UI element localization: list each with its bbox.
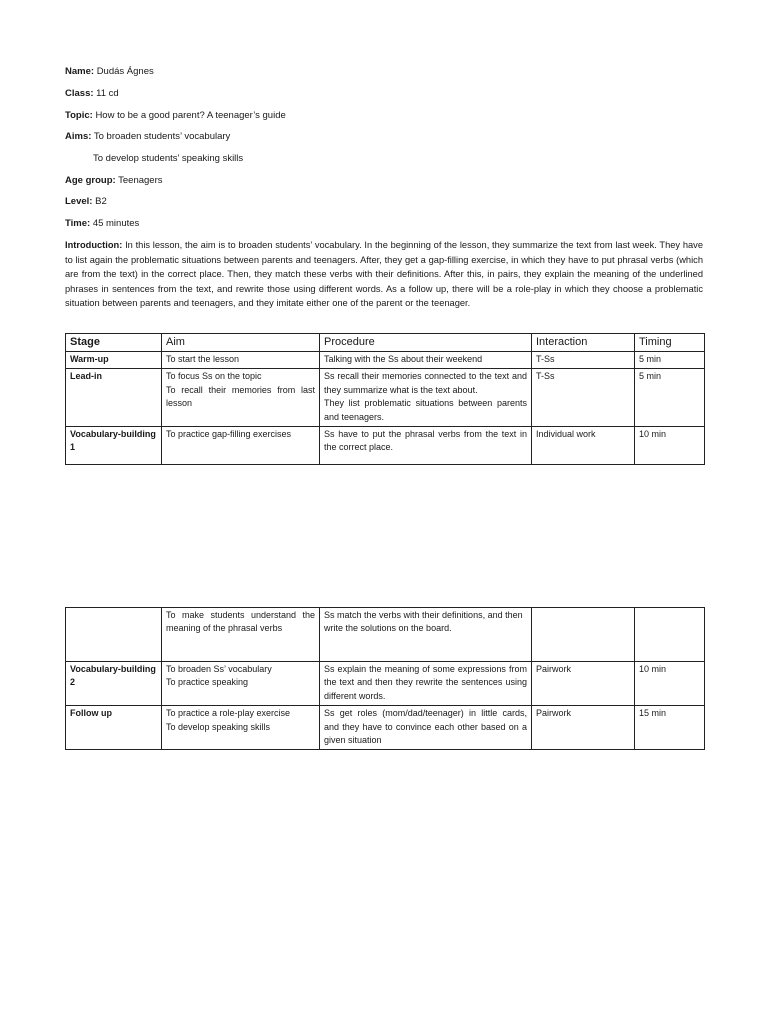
interaction-cell bbox=[532, 608, 635, 662]
level-line: Level: B2 bbox=[65, 196, 107, 207]
interaction-cell: Pairwork bbox=[532, 706, 635, 750]
aim-line: To focus Ss on the topic bbox=[166, 371, 262, 382]
time-line: Time: 45 minutes bbox=[65, 218, 140, 229]
aim-line: To practice a role-play exercise bbox=[166, 708, 291, 719]
header-interaction: Interaction bbox=[532, 334, 635, 352]
stage-cell: Lead-in bbox=[66, 369, 162, 427]
table-row bbox=[66, 608, 705, 662]
timing-cell bbox=[635, 608, 705, 662]
table-header-row bbox=[66, 334, 705, 352]
class-value: 11 cd bbox=[96, 88, 119, 99]
aim-line: To develop speaking skills bbox=[166, 721, 271, 732]
aim-cell: To practice gap-filling exercises bbox=[162, 427, 320, 465]
aim-cell bbox=[162, 662, 320, 706]
procedure-line: They list problematic situations between parents and teenagers. bbox=[324, 398, 527, 422]
timing-cell: 5 min bbox=[635, 369, 705, 427]
aim-2: To develop students’ speaking skills bbox=[93, 153, 244, 164]
procedure-line: Ss recall their memories connected to the text and they summarize what is the text about. bbox=[324, 371, 527, 395]
aim-cell: To make students understand the meaning of the phrasal verbs bbox=[162, 608, 320, 662]
table-row bbox=[66, 706, 705, 750]
topic-value: How to be a good parent? A teenager’s guide bbox=[95, 110, 286, 121]
stage-cell: Follow up bbox=[66, 706, 162, 750]
topic-line: Topic: How to be a good parent? A teenager’s guide bbox=[65, 110, 286, 121]
timing-cell: 5 min bbox=[635, 352, 705, 369]
lesson-plan-table bbox=[65, 333, 705, 465]
timing-cell: 10 min bbox=[635, 427, 705, 465]
class-line: Class: 11 cd bbox=[65, 88, 119, 99]
introduction-text: In this lesson, the aim is to broaden students’ vocabulary. In the beginning of the lesson, they summarize the text from last week. They have to list again the problematic situations between parents and teenagers. After, they get a gap-filling exercise, in which they have to put phrasal verbs (which are from the text) in the correct place. Then, they match these verbs with their definitions. After this, in pairs, they explain the meaning of the underlined phrases in sentences from the text, and rewrite those using different words. As a follow up, there will be a role-play in which they choose a problematic situation between parents and teenagers, and they imitate either one of the parent or the teenager. bbox=[65, 240, 703, 309]
interaction-cell: T-Ss bbox=[532, 369, 635, 427]
interaction-cell: Individual work bbox=[532, 427, 635, 465]
aim-cell bbox=[162, 369, 320, 427]
lesson-plan-table-continued bbox=[65, 607, 705, 750]
aim-cell bbox=[162, 706, 320, 750]
introduction-label: Introduction: bbox=[65, 240, 123, 250]
age-group-value: Teenagers bbox=[118, 175, 163, 186]
aims-line: Aims: To broaden students’ vocabulary bbox=[65, 131, 231, 142]
table-row bbox=[66, 427, 705, 465]
timing-cell: 10 min bbox=[635, 662, 705, 706]
aim-line: To recall their memories from last lesson bbox=[166, 384, 315, 409]
header-timing: Timing bbox=[635, 334, 705, 352]
aim-line: To practice speaking bbox=[166, 677, 249, 688]
name-line: Name: Dudás Ágnes bbox=[65, 66, 154, 77]
timing-cell: 15 min bbox=[635, 706, 705, 750]
table-row bbox=[66, 662, 705, 706]
header-aim: Aim bbox=[162, 334, 320, 352]
table-row bbox=[66, 352, 705, 369]
introduction-paragraph bbox=[65, 238, 703, 311]
procedure-cell: Talking with the Ss about their weekend bbox=[320, 352, 532, 369]
time-value: 45 minutes bbox=[92, 218, 140, 229]
interaction-cell: Pairwork bbox=[532, 662, 635, 706]
stage-cell bbox=[66, 608, 162, 662]
procedure-cell: Ss have to put the phrasal verbs from the text in the correct place. bbox=[320, 427, 532, 465]
stage-cell: Vocabulary-building 2 bbox=[66, 662, 162, 706]
stage-cell: Warm-up bbox=[66, 352, 162, 369]
aim-line: To broaden Ss’ vocabulary bbox=[166, 664, 272, 674]
name-value: Dudás Ágnes bbox=[96, 66, 154, 77]
header-procedure: Procedure bbox=[320, 334, 532, 352]
procedure-cell: Ss match the verbs with their definitions, and then write the solutions on the board. bbox=[320, 608, 532, 662]
procedure-cell bbox=[320, 369, 532, 427]
age-group-line: Age group: Teenagers bbox=[65, 175, 163, 186]
aim-cell: To start the lesson bbox=[162, 352, 320, 369]
level-value: B2 bbox=[95, 196, 107, 207]
interaction-cell: T-Ss bbox=[532, 352, 635, 369]
table-row bbox=[66, 369, 705, 427]
header-stage: Stage bbox=[66, 334, 162, 352]
stage-cell: Vocabulary-building 1 bbox=[66, 427, 162, 465]
aim-1: To broaden students’ vocabulary bbox=[93, 131, 231, 142]
procedure-cell: Ss get roles (mom/dad/teenager) in little cards, and they have to convince each other based on a given situation bbox=[320, 706, 532, 750]
procedure-cell: Ss explain the meaning of some expressions from the text and then they rewrite the sentences using different words. bbox=[320, 662, 532, 706]
